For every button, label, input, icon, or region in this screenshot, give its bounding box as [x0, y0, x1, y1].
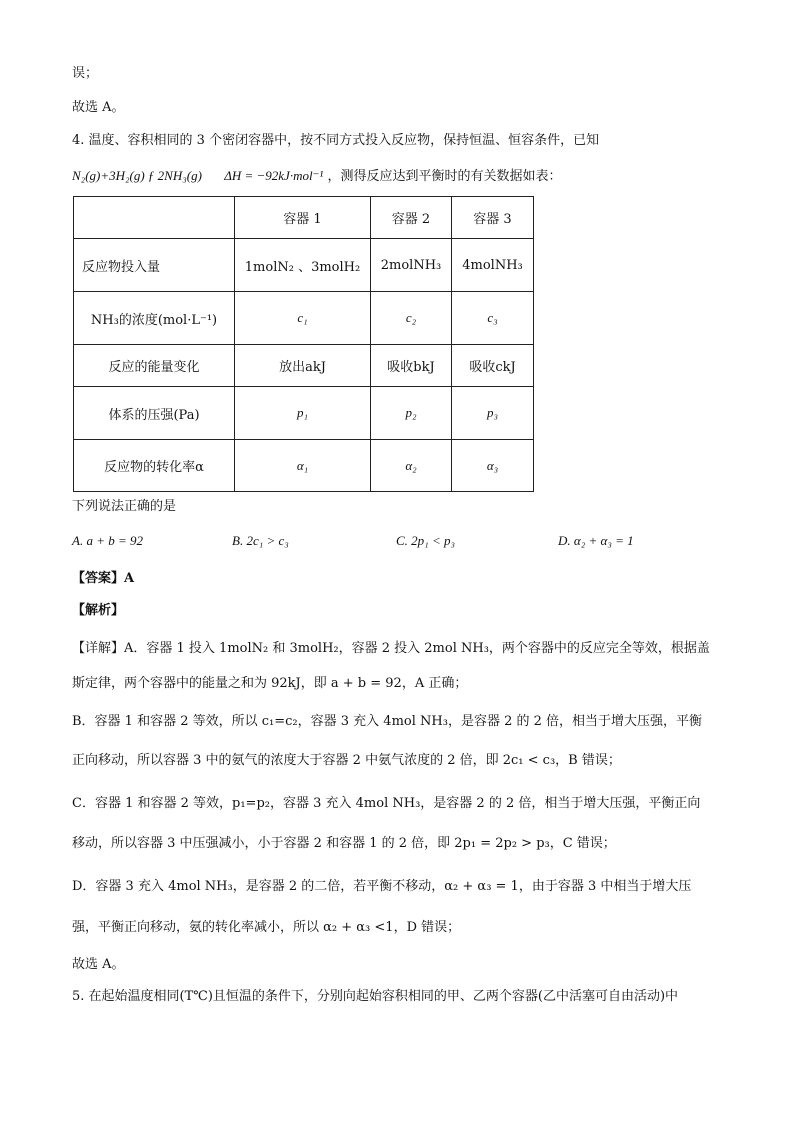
- detail-line: 移动，所以容器 3 中压强减小，小于容器 2 和容器 1 的 2 倍，即 2p₁ = 2p₂ > p₃，C 错误；: [72, 836, 616, 851]
- header-container-2: 容器 2: [371, 197, 452, 239]
- row-label-nh3-concentration: NH₃的浓度(mol·L⁻¹): [74, 292, 235, 345]
- final-choice: 故选 A。: [72, 957, 125, 972]
- table-row: [74, 345, 534, 387]
- table-cell: 1molN₂ 、3molH₂: [235, 239, 371, 292]
- detail-line: 斯定律，两个容器中的能量之和为 92kJ，即 a + b = 92，A 正确；: [72, 676, 468, 691]
- table-cell: α₂: [371, 440, 452, 492]
- table-cell: c₁: [235, 292, 371, 345]
- analysis-heading: 【解析】: [72, 603, 125, 618]
- previous-solution-tail: 误；: [72, 66, 99, 81]
- header-container-1: 容器 1: [235, 197, 371, 239]
- table-cell: 吸收bkJ: [371, 345, 452, 387]
- table-cell: p₁: [235, 387, 371, 440]
- row-label-pressure: 体系的压强(Pa): [74, 387, 235, 440]
- table-row: [74, 387, 534, 440]
- answer-line: 【答案】A: [72, 571, 135, 586]
- reaction-equation: N₂(g)+3H₂(g) ƒ 2NH₃(g): [72, 168, 202, 183]
- table-row: [74, 292, 534, 345]
- detail-line: 强，平衡正向移动，氨的转化率减小，所以 α₂ + α₃ <1，D 错误；: [72, 920, 461, 935]
- detail-line: B．容器 1 和容器 2 等效，所以 c₁=c₂，容器 3 充入 4mol NH₃，是容器 2 的 2 倍，相当于增大压强，平衡: [72, 714, 703, 729]
- row-label-energy-change: 反应的能量变化: [74, 345, 235, 387]
- table-row: [74, 239, 534, 292]
- table-cell: 放出akJ: [235, 345, 371, 387]
- table-header-row: [74, 197, 534, 239]
- table-cell: p₃: [452, 387, 534, 440]
- question-4-stem: 4. 温度、容积相同的 3 个密闭容器中，按不同方式投入反应物，保持恒温、恒容条件，已知: [72, 133, 600, 148]
- detail-line: 【详解】A．容器 1 投入 1molN₂ 和 3molH₂，容器 2 投入 2mol NH₃，两个容器中的反应完全等效，根据盖: [72, 641, 710, 656]
- table-cell: 4molNH₃: [452, 239, 534, 292]
- table-cell: α₁: [235, 440, 371, 492]
- table-cell: p₂: [371, 387, 452, 440]
- question-5-stem: 5. 在起始温度相同(T℃)且恒温的条件下，分别向起始容积相同的甲、乙两个容器(乙中活塞可自由活动)中: [72, 989, 679, 1004]
- table-cell: 2molNH₃: [371, 239, 452, 292]
- previous-final-choice: 故选 A。: [72, 100, 125, 115]
- table-cell: c₂: [371, 292, 452, 345]
- header-container-3: 容器 3: [452, 197, 534, 239]
- table-row: [74, 440, 534, 492]
- question-4-prompt: 下列说法正确的是: [72, 499, 177, 514]
- row-label-reactant-input: 反应物投入量: [74, 239, 235, 292]
- row-label-conversion-rate: 反应物的转化率α: [74, 440, 235, 492]
- answer-options: [72, 533, 772, 555]
- detail-line: 正向移动，所以容器 3 中的氨气的浓度大于容器 2 中氨气浓度的 2 倍，即 2c₁ < c₃，B 错误；: [72, 753, 621, 768]
- question-4-stem-continued: ，测得反应达到平衡时的有关数据如表：: [327, 169, 562, 184]
- question-4-equation-line: [72, 166, 562, 187]
- enthalpy-change: ΔH = −92kJ·mol⁻¹: [224, 168, 324, 183]
- detail-line: D．容器 3 充入 4mol NH₃，是容器 2 的二倍，若平衡不移动，α₂ + α₃ = 1，由于容器 3 中相当于增大压: [72, 879, 692, 894]
- table-corner-cell: [74, 197, 235, 239]
- detail-line: C．容器 1 和容器 2 等效，p₁=p₂，容器 3 充入 4mol NH₃，是容器 2 的 2 倍，相当于增大压强，平衡正向: [72, 796, 701, 811]
- option-b: B. 2c₁ > c₃: [232, 533, 289, 548]
- option-c: C. 2p₁ < p₃: [396, 533, 455, 548]
- table-cell: 吸收ckJ: [452, 345, 534, 387]
- equilibrium-data-table: [73, 196, 534, 492]
- table-cell: c₃: [452, 292, 534, 345]
- table-cell: α₃: [452, 440, 534, 492]
- option-d: D. α₂ + α₃ = 1: [558, 533, 634, 548]
- option-a: A. a + b = 92: [72, 533, 143, 548]
